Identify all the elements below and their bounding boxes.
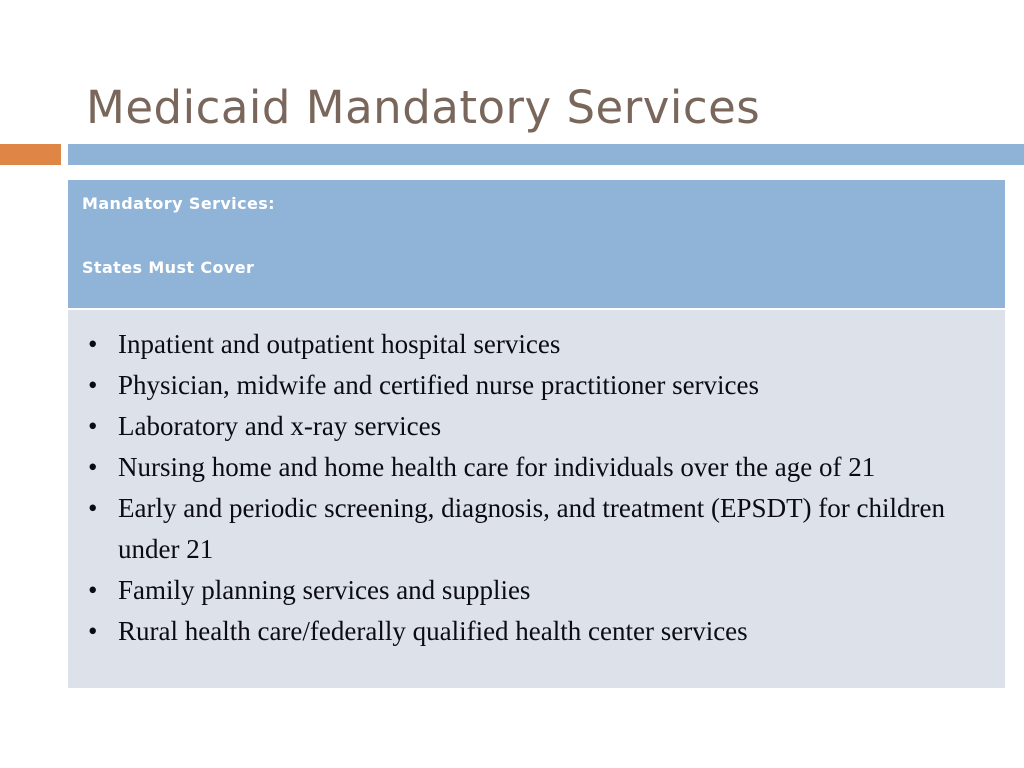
list-item: [76, 570, 997, 611]
page-title: Medicaid Mandatory Services: [86, 81, 761, 135]
content-panel: [68, 310, 1005, 688]
list-item: [76, 365, 997, 406]
list-item: [76, 447, 997, 488]
list-item-label: Nursing home and home health care for individuals over the age of 21: [118, 452, 876, 482]
header-label-mandatory-services: Mandatory Services:: [82, 194, 275, 213]
bullet-icon: •: [88, 575, 98, 605]
list-item-label: Inpatient and outpatient hospital services: [118, 329, 561, 359]
list-item: [76, 324, 997, 365]
list-item: [76, 488, 997, 570]
list-item-label: Early and periodic screening, diagnosis, and treatment (EPSDT) for children under 21: [118, 493, 945, 564]
accent-bar-blue: [68, 144, 1024, 165]
list-item-label: Physician, midwife and certified nurse practitioner services: [118, 370, 760, 400]
accent-bar-orange: [0, 144, 61, 165]
mandatory-services-list: [76, 324, 997, 652]
bullet-icon: •: [88, 493, 98, 523]
bullet-icon: •: [88, 452, 98, 482]
list-item: [76, 611, 997, 652]
bullet-icon: •: [88, 411, 98, 441]
bullet-icon: •: [88, 616, 98, 646]
list-item-label: Laboratory and x-ray services: [118, 411, 442, 441]
header-label-states-must-cover: States Must Cover: [82, 258, 255, 278]
list-item-label: Family planning services and supplies: [118, 575, 531, 605]
list-item-label: Rural health care/federally qualified health center services: [118, 616, 748, 646]
list-item: [76, 406, 997, 447]
bullet-icon: •: [88, 370, 98, 400]
header-panel: [68, 180, 1005, 308]
bullet-icon: •: [88, 329, 98, 359]
